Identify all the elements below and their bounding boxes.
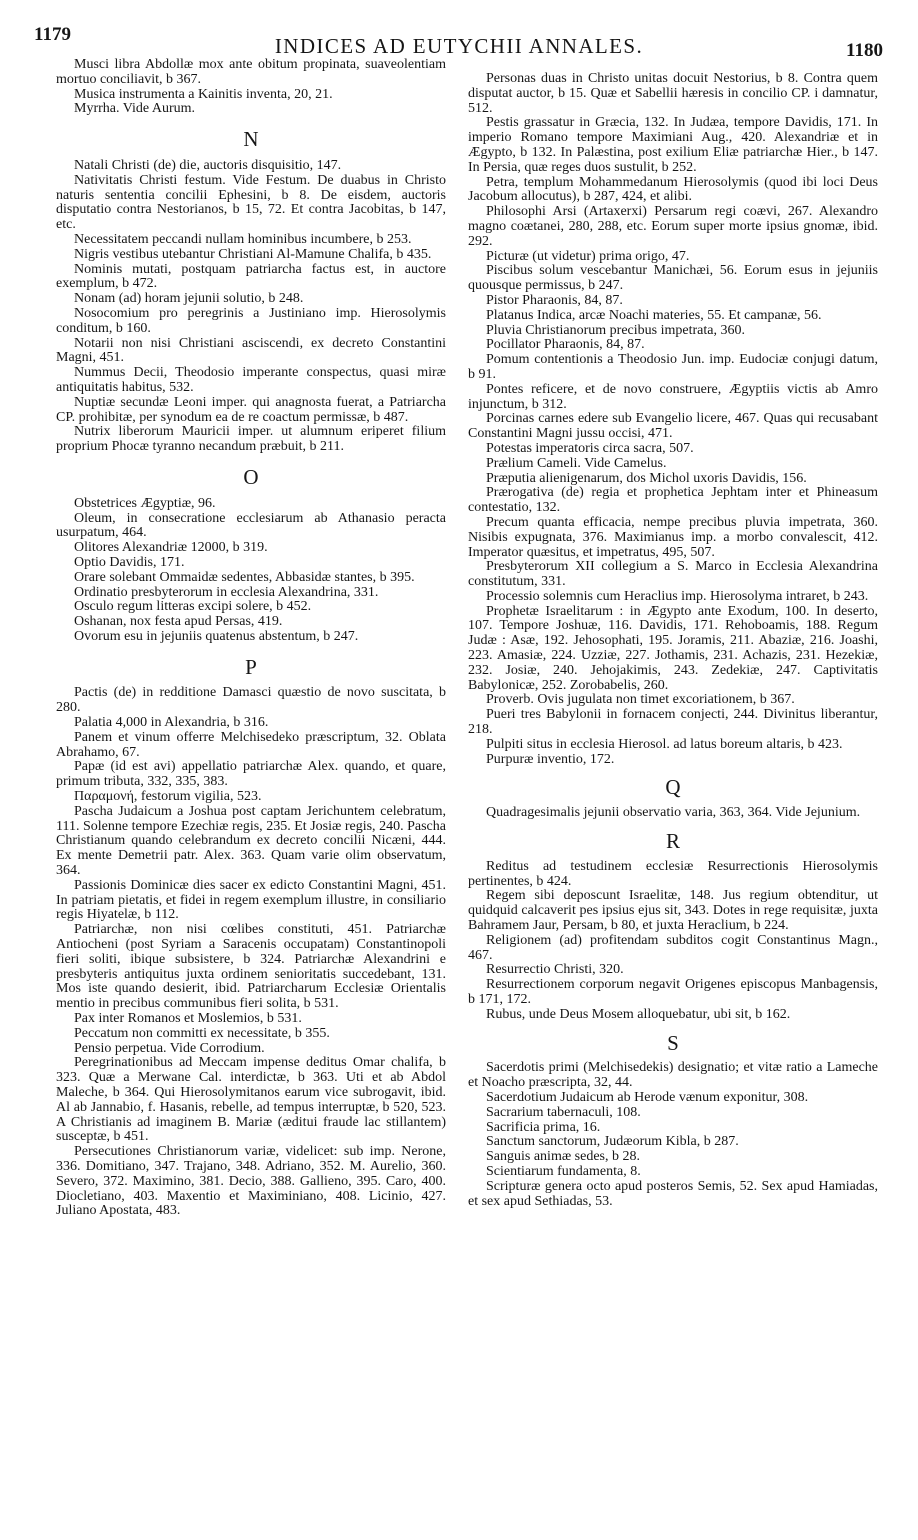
index-entry: Regem sibi deposcunt Israelitæ, 148. Jus regium obtenditur, ut quidquid calcaverit pes ipsius ejus sit, 343. Dotes in rege requisitæ, juxta Bahramem Jaur, Persam, b 80, et juxta Heraclium, b 224. [468, 888, 878, 934]
section-letter: N [243, 127, 259, 152]
index-entry: Purpuræ inventio, 172. [486, 751, 615, 767]
index-entry: Ordinatio presbyterorum in ecclesia Alexandrina, 331. [74, 584, 379, 600]
index-entry: Nonam (ad) horam jejunii solutio, b 248. [74, 291, 304, 307]
index-column-right [468, 72, 878, 1209]
index-entry: Παραμονή, festorum vigilia, 523. [74, 789, 262, 805]
index-entry: Processio solemnis cum Heraclius imp. Hierosolyma intraret, b 243. [486, 588, 869, 604]
index-entry: Proverb. Ovis jugulata non timet excoriationem, b 367. [486, 692, 795, 708]
index-entry: Sanguis animæ sedes, b 28. [486, 1149, 640, 1165]
index-entry: Panem et vinum offerre Melchisedeko præscriptum, 32. Oblata Abrahamo, 67. [56, 729, 446, 760]
index-entry: Pulpiti situs in ecclesia Hierosol. ad latus boreum altaris, b 423. [486, 736, 843, 752]
index-entry: Sacerdotium Judaicum ab Herode vænum exponitur, 308. [486, 1090, 809, 1105]
index-entry: Olitores Alexandriæ 12000, b 319. [74, 540, 268, 556]
section-letter: S [667, 1030, 679, 1055]
index-entry: Patriarchæ, non nisi cœlibes constituti, 451. Patriarchæ Antiocheni (post Syriam a Saracenis occupatam) Constantinopoli fieri soliti, ibique subsistere, b 324. Patriarchæ Alexandrini e presbyteris antiquitus juxta ordinem senioritatis succedebant, 131. Mos iste quando desierit, ibid. Patriarcharum Ecclesiæ Orientalis mentio in precibus communibus fieri solita, b 531. [56, 922, 446, 1012]
index-entry: Passionis Dominicæ dies sacer ex edicto Constantini Magni, 451. In patriam pietatis, et fidei in regem exemplum illustre, in consiliario regis Hiyatelæ, b 112. [56, 877, 446, 923]
index-entry: Platanus Indica, arcæ Noachi materies, 55. Et campanæ, 56. [486, 307, 822, 323]
running-title: INDICES AD EUTYCHII ANNALES. [274, 34, 644, 58]
index-entry: Musci libra Abdollæ mox ante obitum propinata, suaveolentiam mortuo conciliavit, b 367. [56, 57, 446, 87]
index-entry: Oshanan, nox festa apud Persas, 419. [74, 614, 283, 630]
index-entry: Pistor Pharaonis, 84, 87. [486, 292, 623, 308]
page-number-left: 1179 [34, 24, 71, 45]
index-entry: Precum quanta efficacia, nempe precibus pluvia impetrata, 360. Nisibis expugnata, 376. Maximianus imp. a morbo convalescit, 412. Imperator quæsitus, et impetratus, 495, 507. [468, 514, 878, 560]
index-entry: Philosophi Arsi (Artaxerxi) Persarum regi coævi, 267. Alexandro magno coætanei, 280, 288, etc. Eorum super morte ipsius gnomæ, ibid. 292. [468, 204, 878, 249]
index-entry: Optio Davidis, 171. [74, 554, 185, 570]
index-entry: Palatia 4,000 in Alexandria, b 316. [74, 715, 269, 731]
index-entry: Picturæ (ut videtur) prima origo, 47. [486, 248, 690, 264]
index-entry: Papæ (id est avi) appellatio patriarchæ Alex. quando, et quare, primum tributa, 332, 335, 383. [56, 759, 446, 790]
index-entry: Pluvia Christianorum precibus impetrata, 360. [486, 322, 745, 338]
index-entry: Personas duas in Christo unitas docuit Nestorius, b 8. Contra quem disputat auctor, b 15. Quæ et Sabellii hæresis in concilio CP. i damnatur, 512. [468, 71, 878, 116]
index-entry: Pactis (de) in redditione Damasci quæstio de novo suscitata, b 280. [56, 685, 446, 716]
index-entry: Pestis grassatur in Græcia, 132. In Judæa, tempore Davidis, 171. In imperio Romano tempore Maximiani Aug., 420. Alexandriæ et in Ægypto, b 132. In Palæstina, post exilium Eliæ patriarchæ Hier., b 147. In Persia, quæ reges duos sustulit, b 252. [468, 115, 878, 175]
index-entry: Necessitatem peccandi nullam hominibus incumbere, b 253. [74, 231, 412, 247]
index-entry: Pax inter Romanos et Moslemios, b 531. [74, 1011, 302, 1027]
index-entry: Prælium Cameli. Vide Camelus. [486, 455, 667, 471]
index-entry: Petra, templum Mohammedanum Hierosolymis (quod ibi loci Deus Jacobum allocutus), b 287, 424, et alibi. [468, 174, 878, 205]
index-entry: Peccatum non committi ex necessitate, b 355. [74, 1025, 330, 1041]
index-entry: Peregrinationibus ad Meccam impense deditus Omar chalifa, b 323. Quæ a Merwane Cal. interdictæ, b 363. Uti et ab Abdol Maleche, b 364. Qui Hierosolymitanos earum vice subrogavit, ibid. Al ab Jannabio, f. Hasanis, rebelle, ad tempus interruptæ, b 520, 523. A Christianis ad imaginem B. Mariæ (æditui fraude lac stillantem) susceptæ, b 451. [56, 1055, 446, 1145]
section-letter: P [245, 654, 257, 679]
index-entry: Religionem (ad) profitendam subditos cogit Constantinus Magn., 467. [468, 932, 878, 963]
index-entry: Myrrha. Vide Aurum. [74, 101, 195, 117]
index-column-left [56, 58, 446, 1219]
index-entry: Nativitatis Christi festum. Vide Festum. De duabus in Christo naturis sententia concilii Ephesini, b 8. De eisdem, auctoris disputatio contra Nestorianos, b 15, 72. Et contra Jacobitas, b 147, etc. [56, 172, 446, 233]
index-entry: Presbyterorum XII collegium a S. Marco in Ecclesia Alexandrina constitutum, 331. [468, 559, 878, 590]
index-entry: Pascha Judaicum a Joshua post captam Jerichuntem celebratum, 111. Solenne tempore Ezechiæ regis, 235. Et Josiæ regis, 240. Pascha Christianum quando celebrandum ex decreto concilii Nicæni, 444. Ex mente Demetrii patr. Alex. 363. Quam varie olim observatum, 364. [56, 803, 446, 879]
index-entry: Prærogativa (de) regia et prophetica Jephtam inter et Phineasum contestatio, 132. [468, 485, 878, 516]
index-entry: Nominis mutati, postquam patriarcha factus est, in auctore exemplum, b 472. [56, 261, 446, 292]
index-entry: Obstetrices Ægyptiæ, 96. [74, 495, 216, 511]
index-entry: Orare solebant Ommaidæ sedentes, Abbasidæ stantes, b 395. [74, 569, 415, 585]
index-entry: Prophetæ Israelitarum : in Ægypto ante Exodum, 100. In deserto, 107. Tempore Joshuæ, 116. Davidis, 171. Rehoboamis, 188. Regum Judæ : Asæ, 192. Jehosophati, 195. Joramis, 211. Abaziæ, 216. Joashi, 223. Amasiæ, 224. Uzziæ, 227. Jothamis, 231. Achazis, 231. Hezekiæ, 232. Josiæ, 240. Jehojakimis, 243. Zedekiæ, 247. Captivitatis Babylonicæ, 252. Zorobabelis, 260. [468, 603, 878, 693]
index-entry: Scientiarum fundamenta, 8. [486, 1163, 641, 1179]
index-entry: Præputia alienigenarum, dos Michol uxoris Davidis, 156. [486, 470, 807, 486]
index-entry: Nutrix liberorum Mauricii imper. ut alumnum eriperet filium proprium Phocæ tyranno necandum præbuit, b 211. [56, 424, 446, 455]
index-entry: Potestas imperatoris circa sacra, 507. [486, 440, 694, 456]
index-entry: Nummus Decii, Theodosio imperante conspectus, quasi miræ antiquitatis habitus, 532. [56, 365, 446, 395]
index-entry: Resurrectio Christi, 320. [486, 962, 624, 978]
index-entry: Nosocomium pro peregrinis a Justiniano imp. Hierosolymis conditum, b 160. [56, 305, 446, 336]
section-letter: R [665, 829, 680, 854]
index-entry: Pensio perpetua. Vide Corrodium. [74, 1040, 265, 1056]
index-entry: Osculo regum litteras excipi solere, b 452. [74, 599, 312, 615]
index-entry: Sacrarium tabernaculi, 108. [486, 1104, 641, 1120]
index-entry: Nuptiæ secundæ Leoni imper. qui anagnosta fuerat, a Patriarcha CP. prohibitæ, per synodum ea de re coactum permissæ, b 487. [56, 394, 446, 425]
index-entry: Sacerdotis primi (Melchisedekis) designatio; et vitæ ratio a Lameche et Noacho præscripta, 32, 44. [468, 1060, 878, 1091]
index-entry: Pueri tres Babylonii in fornacem conjecti, 244. Divinitus liberantur, 218. [468, 707, 878, 738]
section-letter: O [243, 464, 259, 489]
page-number-right: 1180 [846, 40, 883, 61]
index-entry: Pomum contentionis a Theodosio Jun. imp. Eudociæ conjugi datum, b 91. [468, 352, 878, 382]
index-entry: Ovorum esu in jejuniis quatenus abstentum, b 247. [74, 628, 359, 644]
index-entry: Notarii non nisi Christiani asciscendi, ex decreto Constantini Magni, 451. [56, 335, 446, 366]
index-entry: Sanctum sanctorum, Judæorum Kibla, b 287. [486, 1134, 739, 1150]
index-entry: Piscibus solum vescebantur Manichæi, 56. Eorum esus in jejuniis quousque permissus, b 247. [468, 263, 878, 294]
index-entry: Oleum, in consecratione ecclesiarum ab Athanasio peracta usurpatum, 464. [56, 510, 446, 541]
index-entry: Reditus ad testudinem ecclesiæ Resurrectionis Hierosolymis pertinentes, b 424. [468, 858, 878, 889]
index-entry: Rubus, unde Deus Mosem alloquebatur, ubi sit, b 162. [486, 1006, 791, 1022]
index-entry: Pontes reficere, et de novo construere, Ægyptiis victis ab Amro injunctum, b 312. [468, 381, 878, 412]
index-entry: Natali Christi (de) die, auctoris disquisitio, 147. [74, 157, 342, 173]
index-entry: Porcinas carnes edere sub Evangelio licere, 467. Quas qui recusabant Constantini Magni jussu occisi, 471. [468, 411, 878, 442]
index-entry: Resurrectionem corporum negavit Origenes episcopus Manbagensis, b 171, 172. [468, 977, 878, 1008]
index-entry: Quadragesimalis jejunii observatio varia, 363, 364. Vide Jejunium. [486, 805, 861, 821]
section-letter: Q [665, 775, 681, 800]
index-entry: Nigris vestibus utebantur Christiani Al-Mamune Chalifa, b 435. [74, 246, 432, 262]
index-entry: Sacrificia prima, 16. [486, 1119, 601, 1135]
index-entry: Scripturæ genera octo apud posteros Semis, 52. Sex apud Hamiadas, et sex apud Sethiadas, 53. [468, 1178, 878, 1209]
index-entry: Pocillator Pharaonis, 84, 87. [486, 337, 645, 353]
index-entry: Persecutiones Christianorum variæ, videlicet: sub imp. Nerone, 336. Domitiano, 347. Trajano, 348. Adriano, 352. M. Aurelio, 360. Severo, 372. Maximino, 381. Decio, 388. Gallieno, 395. Caro, 400. Diocletiano, 403. Maxentio et Maximiniano, 408. Licinio, 427. Juliano Apostata, 483. [56, 1144, 446, 1219]
index-entry: Musica instrumenta a Kainitis inventa, 20, 21. [74, 86, 333, 102]
